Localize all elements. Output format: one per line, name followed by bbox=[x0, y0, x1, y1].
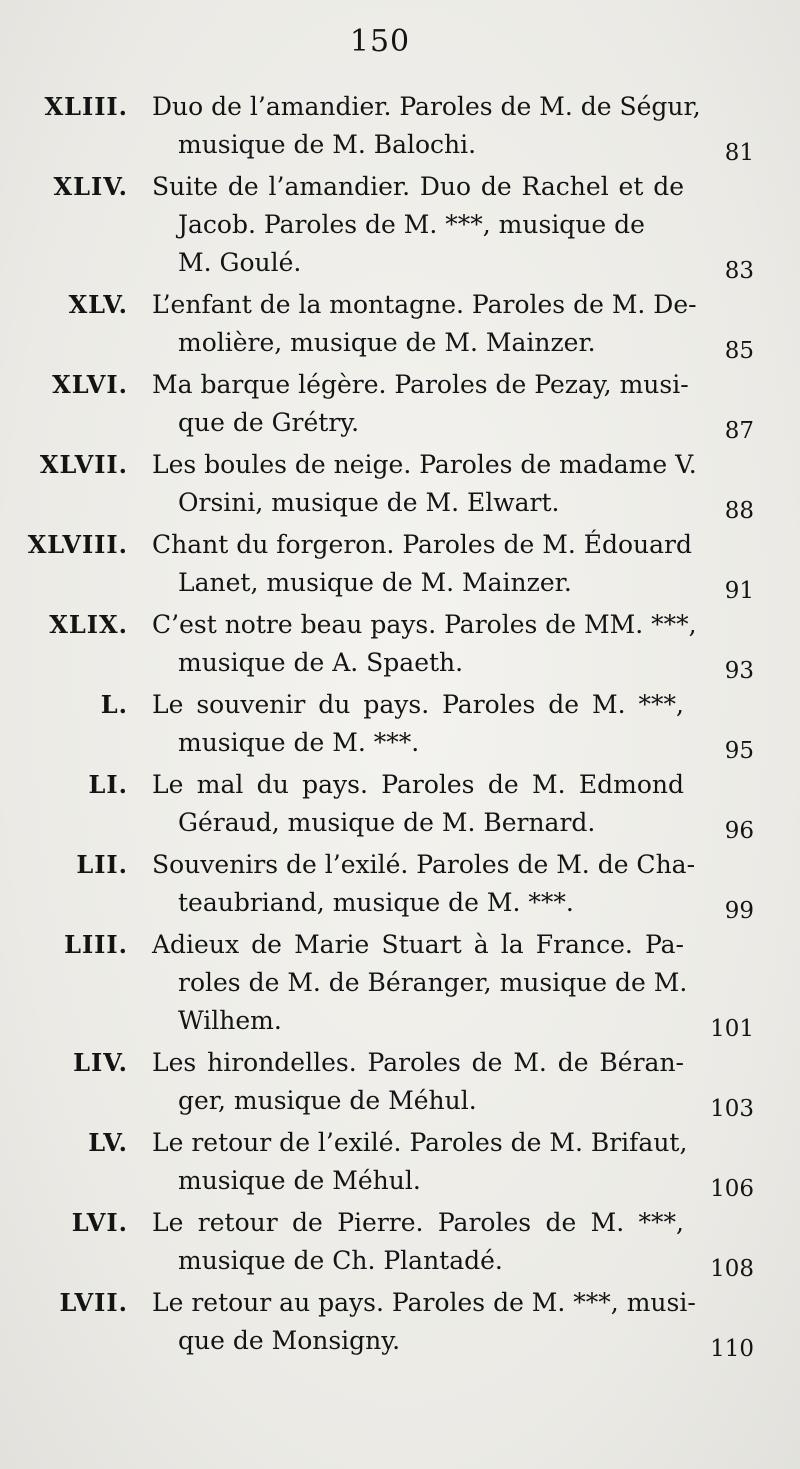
entry-line: musique de Ch. Plantadé. bbox=[178, 1246, 503, 1275]
entry-line: Lanet, musique de M. Mainzer. bbox=[178, 568, 572, 597]
entry-title bbox=[152, 926, 688, 1040]
entry-line: ger, musique de Méhul. bbox=[178, 1086, 477, 1115]
entry-line: Suite de l’amandier. Duo de Rachel et de bbox=[152, 172, 684, 201]
entry-line: Adieux de Marie Stuart à la France. Pa- bbox=[152, 930, 684, 959]
entry-title bbox=[152, 1044, 684, 1120]
entry-line: musique de M. Balochi. bbox=[178, 130, 477, 159]
entry-numeral: XLVIII. bbox=[27, 530, 128, 559]
entry-page-ref: 101 bbox=[710, 1016, 754, 1042]
entry-line: Wilhem. bbox=[178, 1006, 282, 1035]
entry-line: musique de Méhul. bbox=[178, 1166, 421, 1195]
entry-line: Orsini, musique de M. Elwart. bbox=[178, 488, 560, 517]
entry-line: M. Goulé. bbox=[178, 248, 302, 277]
entry-page-ref: 99 bbox=[724, 898, 754, 924]
entry-title bbox=[152, 168, 684, 282]
toc-entry bbox=[0, 88, 800, 164]
entry-page-ref: 110 bbox=[710, 1336, 754, 1362]
toc-entry bbox=[0, 1124, 800, 1200]
entry-page-ref: 96 bbox=[724, 818, 754, 844]
entry-page-ref: 83 bbox=[724, 258, 754, 284]
entry-numeral: XLIX. bbox=[49, 610, 128, 639]
entry-title bbox=[152, 526, 693, 602]
toc-entry bbox=[0, 1284, 800, 1360]
toc-entry bbox=[0, 926, 800, 1040]
toc-entry bbox=[0, 286, 800, 362]
entry-line: Le mal du pays. Paroles de M. Edmond bbox=[152, 770, 684, 799]
entry-title bbox=[152, 88, 701, 164]
entry-line: Les hirondelles. Paroles de M. de Béran- bbox=[152, 1048, 684, 1077]
entry-page-ref: 103 bbox=[710, 1096, 754, 1122]
table-of-contents bbox=[0, 88, 800, 1364]
entry-line: Souvenirs de l’exilé. Paroles de M. de Cha- bbox=[152, 850, 696, 879]
entry-numeral: LIV. bbox=[73, 1048, 128, 1077]
entry-page-ref: 81 bbox=[724, 140, 754, 166]
entry-page-ref: 88 bbox=[724, 498, 754, 524]
entry-page-ref: 91 bbox=[724, 578, 754, 604]
entry-page-ref: 108 bbox=[710, 1256, 754, 1282]
entry-line: molière, musique de M. Mainzer. bbox=[178, 328, 596, 357]
entry-numeral: LII. bbox=[76, 850, 128, 879]
entry-title bbox=[152, 286, 697, 362]
entry-line: Le retour au pays. Paroles de M. ***, musi- bbox=[152, 1288, 696, 1317]
toc-entry bbox=[0, 168, 800, 282]
entry-line: L’enfant de la montagne. Paroles de M. De- bbox=[152, 290, 697, 319]
toc-entry bbox=[0, 1044, 800, 1120]
entry-line: Duo de l’amandier. Paroles de M. de Ségur, bbox=[152, 92, 701, 121]
entry-numeral: LVII. bbox=[59, 1288, 128, 1317]
toc-entry bbox=[0, 686, 800, 762]
entry-title bbox=[152, 606, 697, 682]
entry-title bbox=[152, 846, 696, 922]
entry-numeral: XLVI. bbox=[52, 370, 128, 399]
entry-title bbox=[152, 766, 684, 842]
toc-entry bbox=[0, 606, 800, 682]
entry-line: Ma barque légère. Paroles de Pezay, musi- bbox=[152, 370, 689, 399]
entry-numeral: XLV. bbox=[68, 290, 128, 319]
entry-line: que de Monsigny. bbox=[178, 1326, 401, 1355]
entry-page-ref: 85 bbox=[724, 338, 754, 364]
entry-numeral: XLIV. bbox=[53, 172, 128, 201]
entry-title bbox=[152, 1124, 688, 1200]
entry-line: Les boules de neige. Paroles de madame V. bbox=[152, 450, 697, 479]
entry-title bbox=[152, 686, 684, 762]
entry-numeral: XLIII. bbox=[44, 92, 128, 121]
entry-numeral: LV. bbox=[88, 1128, 128, 1157]
toc-entry bbox=[0, 766, 800, 842]
entry-numeral: XLVII. bbox=[39, 450, 128, 479]
page-number: 150 bbox=[349, 24, 411, 59]
entry-line: musique de A. Spaeth. bbox=[178, 648, 464, 677]
toc-entry bbox=[0, 1204, 800, 1280]
entry-line: musique de M. ***. bbox=[178, 728, 420, 757]
toc-entry bbox=[0, 526, 800, 602]
entry-title bbox=[152, 366, 689, 442]
entry-line: Le souvenir du pays. Paroles de M. ***, bbox=[152, 690, 684, 719]
entry-line: Le retour de Pierre. Paroles de M. ***, bbox=[152, 1208, 684, 1237]
entry-numeral: L. bbox=[100, 690, 128, 719]
entry-line: que de Grétry. bbox=[178, 408, 360, 437]
toc-entry bbox=[0, 846, 800, 922]
entry-numeral: LI. bbox=[88, 770, 128, 799]
entry-numeral: LIII. bbox=[64, 930, 128, 959]
entry-title bbox=[152, 446, 697, 522]
entry-line: teaubriand, musique de M. ***. bbox=[178, 888, 574, 917]
entry-title bbox=[152, 1204, 684, 1280]
entry-numeral: LVI. bbox=[71, 1208, 128, 1237]
entry-line: Le retour de l’exilé. Paroles de M. Brifaut, bbox=[152, 1128, 688, 1157]
toc-entry bbox=[0, 366, 800, 442]
entry-page-ref: 93 bbox=[724, 658, 754, 684]
entry-line: C’est notre beau pays. Paroles de MM. ***, bbox=[152, 610, 697, 639]
entry-page-ref: 95 bbox=[724, 738, 754, 764]
entry-page-ref: 87 bbox=[724, 418, 754, 444]
entry-title bbox=[152, 1284, 696, 1360]
entry-line: roles de M. de Béranger, musique de M. bbox=[178, 968, 688, 997]
toc-entry bbox=[0, 446, 800, 522]
entry-line: Jacob. Paroles de M. ***, musique de bbox=[178, 210, 645, 239]
entry-line: Géraud, musique de M. Bernard. bbox=[178, 808, 596, 837]
entry-line: Chant du forgeron. Paroles de M. Édouard bbox=[152, 530, 693, 559]
entry-page-ref: 106 bbox=[710, 1176, 754, 1202]
